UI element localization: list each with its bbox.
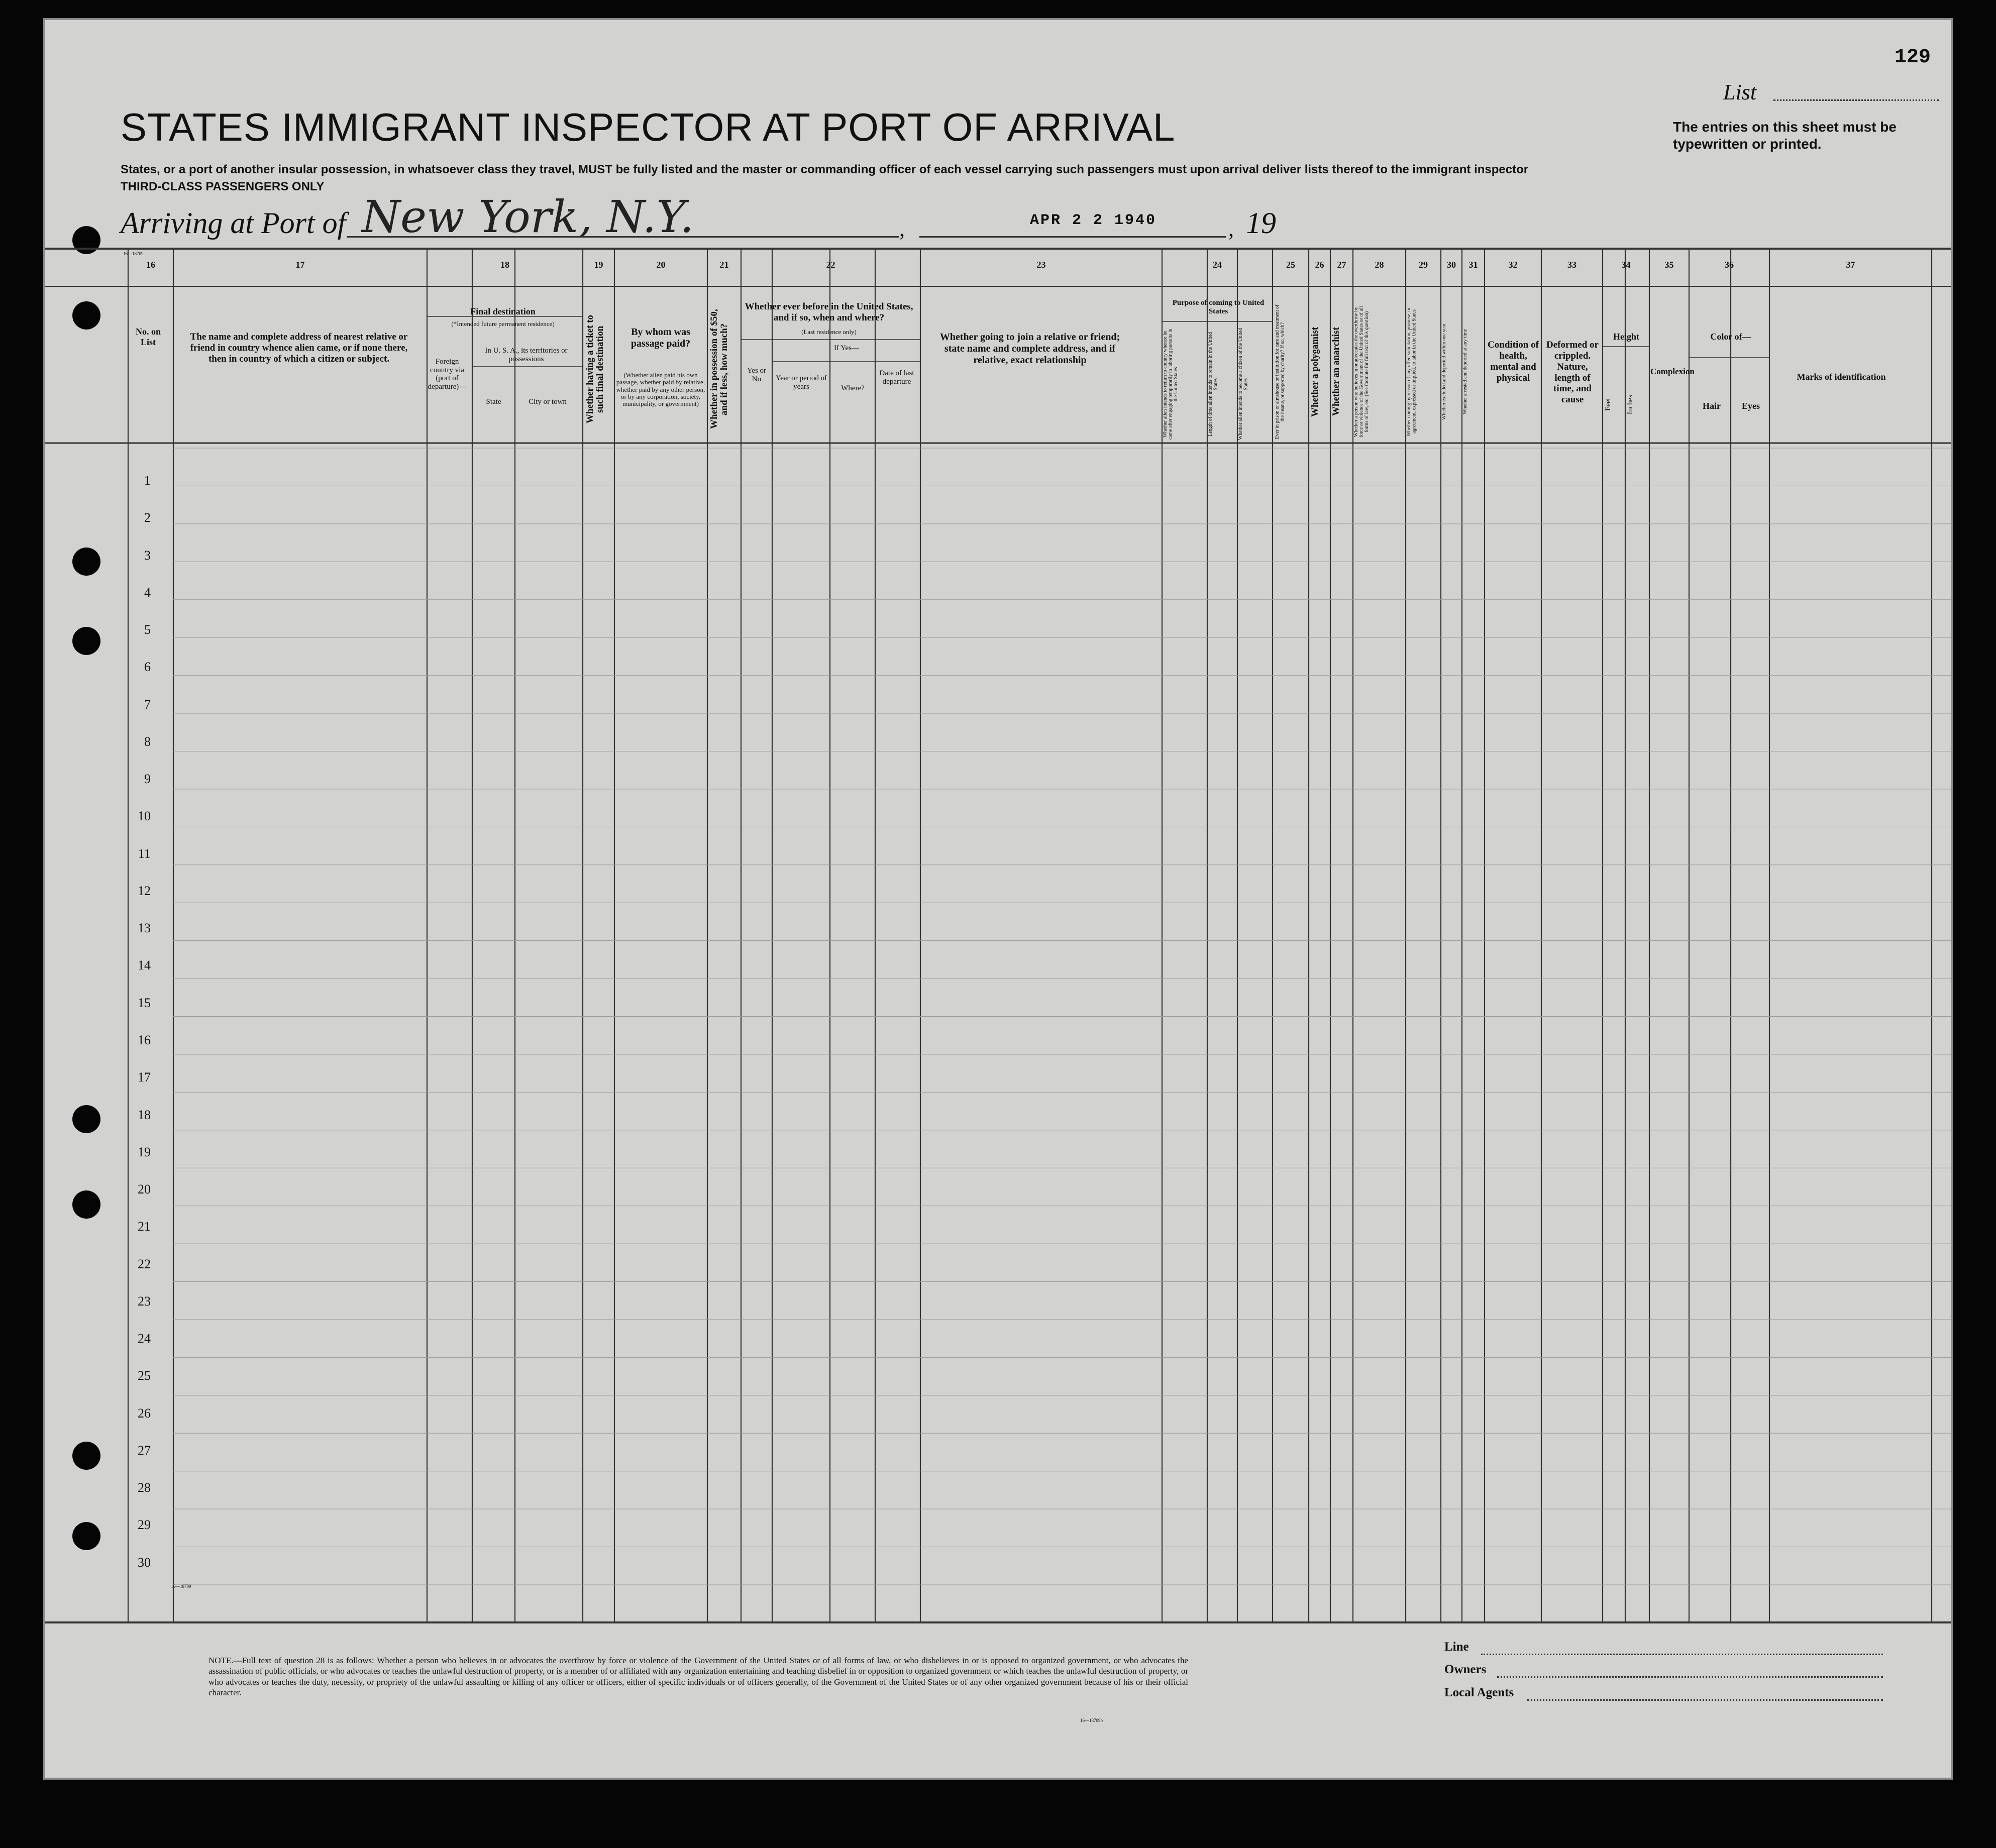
footnote-q28: NOTE.—Full text of question 28 is as follows: Whether a person who believes in or advocates the overthrow by force or violence of the Government of the United States or of all forms of law, or who disbelieves in or is opposed to organized government, or who advocates the assassination of public officials, or who advocates or teaches the unlawful destruction of property, or is a member of or affiliated with any organization entertaining and teaching disbelief in or opposition to organized government or which teaches the unlawful destruction of property, or who advocates or teaches the duty, necessity, or propriety of the unlawful assaulting or killing of any officer or officers, either of specific individuals or of officers generally, of the Government of the United States or of any other organized government because of his or their official character.	[208, 1656, 1188, 1697]
col28-header: Whether a person who believes in or advocates the overthrow by force or violence of the Government of the United States or of all forms of law, etc. (See footnote for full text of this question)	[1353, 306, 1370, 438]
manifest-sheet: 129 List The entries on this sheet must be typewritten or printed. STATES IMMIGRANT INSPECTOR AT PORT OF ARRIVAL States, or a port of another insular possession, in whatsoever class they travel, MUST be fully listed and the master or commanding officer of each vessel carrying such passengers must upon arrival deliver lists thereof to the immigrant inspector THIRD-CLASS PASSENGERS ONLY Arriving at Port of New York, N.Y. , APR 2 2 1940 , 19 16—18709 16 17 18 19 20 21 22 23 24 25 26 27 28 29 30 31 32 33 34 35 36 37 No. on List The name and complete address of nearest relative or friend in country whence alien came, or if none there, then in country of which a citizen or subject. Final destination (*Intended future permanent residence) Foreign country via (port of departure)— In U. S. A., its territories or possessions State City or town Whether having a ticket to such final destination By whom was passage paid? (Whether alien paid his own passage, whether paid by relative, whether paid by any other person, or by any corporation, society, municipality, or government) Whether in possession of $50, and if less, how much? Whether ever before in the United States, and if so, when and where? (Last residence only) If Yes— Yes or No Year or period of years Where? Date of last departure Whether going to join a relative or friend; state name and complete address, and if relative, exact relationship Purpose of coming to United States Whether alien intends to return to country whence he came after engaging temporarily in laboring pursuits in the United States Length of time alien intends to remain in the United States Whether alien intends to become a citizen of the United States Ever in prison or almshouse or institution for care and treatment of the insane, or supported by charity? If so, which? Whether a polygamist Whether an anarchist Whether a person who believes in or advocates the overthrow by force or violence of the Government of the United States or of all forms of law, etc. (See footnote for full text of this question) Whether coming by reason of any offer, solicitation, promise, or agreement, expressed or implied, to labor in the United States Whether excluded and deported within one year Whether arrested and deported at any time Condition of health, mental and physical Deformed or crippled. Nature, length of time, and cause Height Feet Inches Complexion Color of— Hair Eyes Marks of identification 1 2 3 4 5 6 7 8 9 10 11 12 13 14 15 16 17 18 19 20 21 22 23 24 25 26 27 28 29 30 16—18709 NOTE.—Full text of question 28 is as follows: Whether a person who believes in or advocates the overthrow by force or violence of the Government of the United States or of all forms of law, or who disbelieves in or is opposed to organized government, or who advocates the assassination of public officials, or who advocates or teaches the unlawful destruction of property, or is a member of or affiliated with any organization entertaining and teaching disbelief in or opposition to organized government or which teaches the unlawful destruction of property, or who advocates or teaches the duty, necessity, or propriety of the unlawful assaulting or killing of any officer or officers, either of specific individuals or of officers generally, of the Government of the United States or of any other organized government because of his or their official character. 16—18709b Line Owners Local Agents	[45, 20, 1951, 1778]
col20-sub: (Whether alien paid his own passage, whether paid by relative, whether paid by any other person, or by any corporation, society, municipality, or government)	[616, 371, 705, 408]
column-number-26: 26	[1315, 260, 1324, 270]
column-number-17: 17	[295, 260, 305, 270]
column-number-23: 23	[1036, 260, 1046, 270]
row-number: 18	[138, 1107, 151, 1122]
row-number: 16	[138, 1033, 151, 1047]
row-number: 23	[138, 1293, 151, 1309]
col34-header: Height	[1613, 332, 1639, 342]
column-number-34: 34	[1621, 260, 1631, 270]
row-number: 28	[138, 1480, 151, 1495]
row-number: 25	[138, 1368, 151, 1383]
class-line: THIRD-CLASS PASSENGERS ONLY	[121, 180, 325, 193]
line-label: Line	[1444, 1640, 1469, 1654]
row-number: 11	[138, 846, 151, 861]
column-number-33: 33	[1567, 260, 1577, 270]
col18-sub: (*Intended future permanent residence)	[451, 320, 555, 328]
row-number: 9	[144, 772, 151, 787]
row-number: 27	[138, 1443, 151, 1458]
column-number-35: 35	[1664, 260, 1674, 270]
col22-year: Year or period of years	[775, 374, 827, 391]
col18-state: State	[486, 398, 501, 406]
row-number: 30	[138, 1555, 151, 1570]
col36-eyes: Eyes	[1742, 401, 1760, 411]
column-number-30: 30	[1447, 260, 1456, 270]
col18-header: Final destination	[470, 306, 536, 316]
agents-field[interactable]	[1527, 1699, 1883, 1701]
col32-header: Condition of health, mental and physical	[1488, 340, 1539, 383]
col25-header: Ever in prison or almshouse or institution for care and treatment of the insane, or supported by charity? If so, which?	[1275, 304, 1286, 439]
col22-yesno: Yes or No	[747, 367, 767, 383]
owners-field[interactable]	[1497, 1676, 1883, 1678]
list-label: List	[1723, 80, 1757, 104]
col23-header: Whether going to join a relative or friend; state name and complete address, and if relative, exact relationship	[939, 332, 1120, 366]
col33-header: Deformed or crippled. Nature, length of time, and cause	[1546, 340, 1599, 405]
column-number-21: 21	[719, 260, 729, 270]
col22-ifyes: If Yes—	[833, 344, 859, 352]
col22-header: Whether ever before in the United States, and if so, when and where?	[745, 301, 913, 323]
entries-note: The entries on this sheet must be typewritten or printed.	[1673, 119, 1897, 152]
row-number: 1	[144, 473, 151, 488]
row-number: 24	[138, 1331, 151, 1346]
column-number-29: 29	[1419, 260, 1428, 270]
page-title: STATES IMMIGRANT INSPECTOR AT PORT OF ARRIVAL	[121, 105, 1176, 149]
row-number: 26	[138, 1405, 151, 1421]
col24-v2: Length of time alien intends to remain in the United States	[1208, 332, 1219, 437]
row-number: 13	[138, 921, 151, 936]
row-number: 6	[144, 660, 151, 675]
column-number-22: 22	[826, 260, 835, 270]
page-number: 129	[1894, 46, 1931, 69]
col19-header: Whether having a ticket to such final destination	[585, 314, 605, 424]
column-number-37: 37	[1846, 260, 1855, 270]
col27-header: Whether an anarchist	[1331, 327, 1341, 416]
row-number: 10	[138, 809, 151, 824]
col22-sub: (Last residence only)	[801, 328, 857, 336]
form-code: 16—18709	[123, 251, 144, 256]
row-number: 20	[138, 1182, 151, 1197]
row-number: 3	[144, 548, 151, 563]
col34-inches: Inches	[1626, 394, 1634, 414]
column-number-36: 36	[1725, 260, 1734, 270]
row-number: 7	[144, 697, 151, 712]
col16-header: No. on List	[135, 327, 161, 347]
arriving-label: Arriving at Port of	[121, 206, 346, 240]
col21-header: Whether in possession of $50, and if less, how much?	[709, 309, 729, 429]
agents-label: Local Agents	[1444, 1686, 1514, 1699]
col24-header: Purpose of coming to United States	[1172, 299, 1265, 315]
column-number-32: 32	[1508, 260, 1518, 270]
col29-header: Whether coming by reason of any offer, solicitation, promise, or agreement, expressed or implied, to labor in the United States	[1406, 307, 1417, 437]
column-number-18: 18	[500, 260, 509, 270]
column-number-27: 27	[1337, 260, 1346, 270]
col36-hair: Hair	[1703, 401, 1721, 411]
col24-v1: Whether alien intends to return to country whence he came after engaging temporarily in laboring pursuits in the United States	[1163, 329, 1179, 440]
col30-header: Whether excluded and deported within one year	[1441, 323, 1447, 420]
col17-header: The name and complete address of nearest relative or friend in country whence alien came, or if none there, then in country of which a citizen or subject.	[190, 332, 408, 364]
page-subtitle: States, or a port of another insular possession, in whatsoever class they travel, MUST be fully listed and the master or commanding officer of each vessel carrying such passengers must upon arrival deliver lists thereof to the immigrant inspector	[121, 163, 1529, 176]
column-number-31: 31	[1468, 260, 1478, 270]
row-number: 5	[144, 622, 151, 637]
row-number: 17	[138, 1070, 151, 1085]
col24-v3: Whether alien intends to become a citizen of the United States	[1238, 328, 1249, 441]
col36-header: Color of—	[1710, 332, 1751, 342]
table-grid	[45, 20, 1951, 1778]
row-number: 14	[138, 958, 151, 973]
row-number: 21	[138, 1219, 151, 1234]
col22-date: Date of last departure	[879, 369, 914, 386]
line-field[interactable]	[1481, 1654, 1883, 1655]
col34-feet: Feet	[1604, 398, 1612, 411]
form-code-bottom: 16—18709	[171, 1584, 191, 1589]
col20-header: By whom was passage paid?	[631, 327, 691, 349]
col18-city: City or town	[529, 398, 567, 406]
row-number: 4	[144, 585, 151, 600]
port-handwritten: New York, N.Y.	[362, 191, 694, 243]
column-number-20: 20	[656, 260, 666, 270]
col37-header: Marks of identification	[1797, 372, 1886, 382]
col18-usa: In U. S. A., its territories or possessions	[485, 347, 568, 363]
col18-foreign: Foreign country via (port of departure)—	[428, 358, 467, 391]
form-code-note: 16—18709b	[1080, 1718, 1103, 1723]
row-number: 15	[138, 995, 151, 1010]
row-number: 29	[138, 1517, 151, 1533]
year-prefix: 19	[1246, 206, 1276, 240]
column-number-16: 16	[146, 260, 155, 270]
owners-label: Owners	[1444, 1663, 1487, 1676]
col22-where: Where?	[841, 384, 865, 392]
row-number: 8	[144, 734, 151, 749]
column-number-25: 25	[1286, 260, 1295, 270]
col31-header: Whether arrested and deported at any time	[1462, 329, 1468, 414]
col35-header: Complexion	[1650, 367, 1695, 376]
row-number: 2	[144, 510, 151, 525]
column-number-19: 19	[594, 260, 603, 270]
col26-header: Whether a polygamist	[1310, 327, 1320, 417]
column-number-24: 24	[1213, 260, 1222, 270]
row-number: 12	[138, 883, 151, 898]
row-number: 22	[138, 1256, 151, 1271]
column-number-28: 28	[1375, 260, 1384, 270]
row-number: 19	[138, 1144, 151, 1159]
date-stamp: APR 2 2 1940	[1030, 212, 1157, 229]
